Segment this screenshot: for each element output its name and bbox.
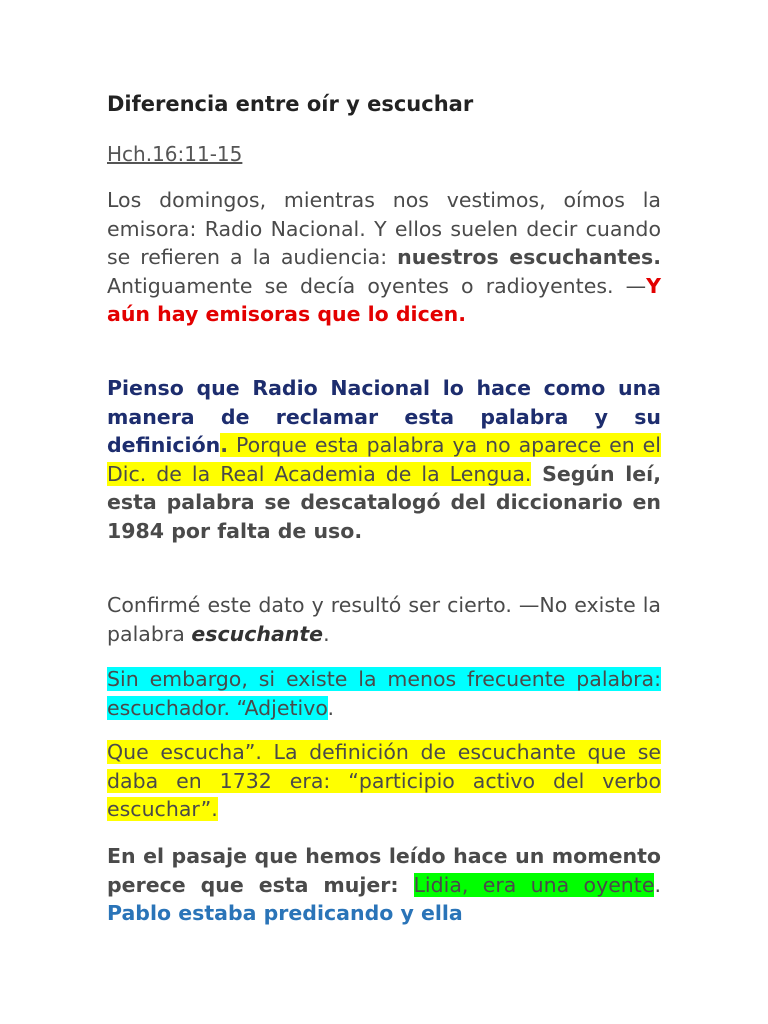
paragraph-2 [107, 374, 661, 545]
p1-text-1: Los domingos, mientras nos vestimos, oímos la emisora: Radio Nacional. Y ellos suelen decir cuando se refieren a la audiencia: [107, 188, 661, 269]
document-title: Diferencia entre oír y escuchar [107, 92, 474, 116]
p3-text-2: . [323, 621, 330, 646]
p6-green-highlight: Lidia, era una oyente [413, 872, 655, 897]
p6-blue-text: Pablo estaba predicando y ella [107, 901, 463, 925]
bible-reference: Hch.16:11-15 [107, 142, 243, 166]
paragraph-6 [107, 842, 661, 928]
p6-text-1: . [654, 872, 661, 897]
p1-bold-text: nuestros escuchantes. [397, 245, 661, 269]
paragraph-3 [107, 591, 661, 648]
p1-red-text: Y aún hay emisoras que lo dicen. [107, 273, 661, 326]
p2-navy-text: Pienso que Radio Nacional lo hace como una manera de reclamar esta palabra y su definición [107, 376, 661, 457]
p1-text-2: Antiguamente se decía oyentes o radioyentes. — [107, 273, 647, 298]
p6-bold-text: En el pasaje que hemos leído hace un momento perece que esta mujer: [107, 844, 661, 897]
p3-text-1: Confirmé este dato y resultó ser cierto. —No existe la palabra [107, 593, 661, 646]
p3-bold-italic-word: escuchante [191, 621, 324, 646]
p2-bold-text: Según leí, esta palabra se descatalogó del diccionario en 1984 por falta de uso. [107, 461, 661, 543]
p4-cyan-highlight: Sin embargo, si existe la menos frecuente palabra: escuchador. “Adjetivo [107, 667, 661, 720]
p4-text-1: . [327, 695, 335, 720]
p2-yellow-highlight: Porque esta palabra ya no aparece en el Dic. de la Real Academia de la Lengua. [107, 433, 661, 486]
paragraph-4 [107, 665, 661, 722]
p2-dot: . [220, 433, 229, 457]
paragraph-1 [107, 186, 661, 329]
p5-yellow-highlight: Que escucha”. La definición de escuchante que se daba en 1732 era: “participio activo del verbo escuchar”. [107, 740, 661, 821]
paragraph-5 [107, 738, 661, 824]
